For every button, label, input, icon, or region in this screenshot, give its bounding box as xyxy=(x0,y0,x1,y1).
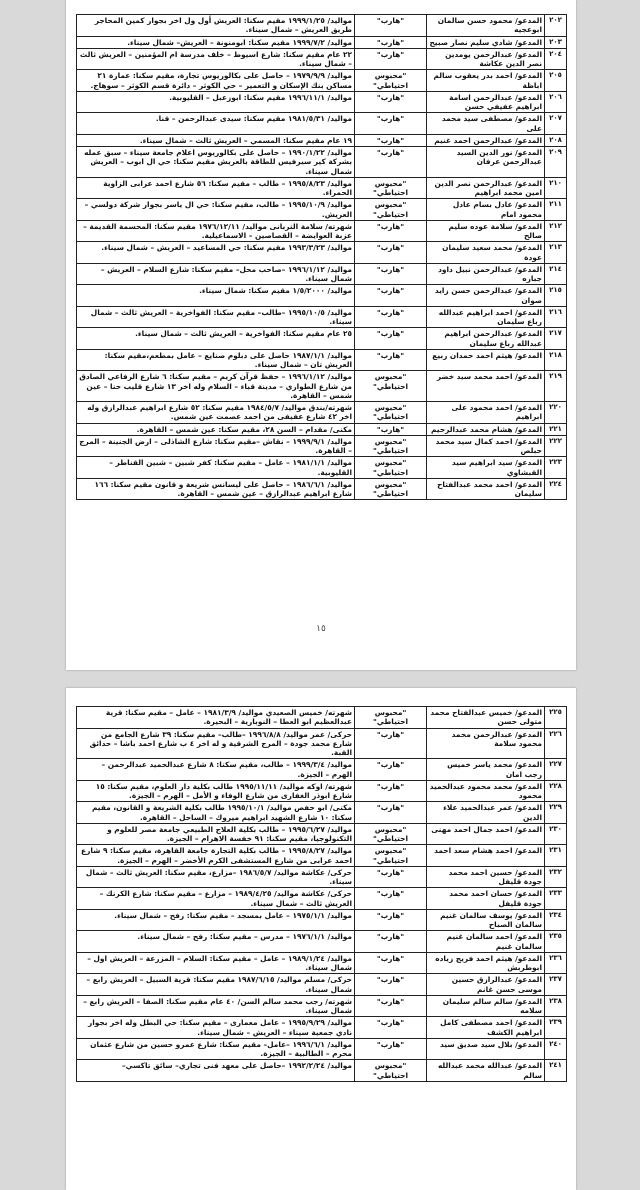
row-number: ٢١٠ xyxy=(545,177,567,199)
table-row xyxy=(77,995,567,1017)
defendant-status: "هارب" xyxy=(355,349,427,371)
defendant-status: "هارب" xyxy=(355,759,427,781)
row-number: ٢٢١ xyxy=(545,423,567,435)
row-number: ٢٢٠ xyxy=(545,402,567,424)
defendant-name: المدعو/ عبدالرحمن يومدين نصر الدين عكاشة xyxy=(427,48,545,70)
defendant-name: المدعو/ عبدالرحمن نصر الدين امين محمد ابراهيم xyxy=(427,177,545,199)
table-row xyxy=(77,36,567,48)
defendant-name: المدعو/ نور الدين السيد عبدالرحمن عرفان xyxy=(427,147,545,178)
defendant-details: مواليد/ ١٩٩٩/٧/٢ مقيم سكنا: ابومنونة – العريش– شمال سيناء. xyxy=(77,36,355,48)
table-row xyxy=(77,1060,567,1082)
row-number: ٢٠٢ xyxy=(545,15,567,37)
table-row xyxy=(77,478,567,500)
defendant-details: مواليد/ ١٩٩٦/١/١٢ –صاحب محل– مقيم سكنا: شارع السلام – العريش – شمال سيناء. xyxy=(77,263,355,285)
row-number: ٢٢٣ xyxy=(545,457,567,479)
defendant-status: "محبوس احتياطي" xyxy=(355,199,427,221)
defendant-name: المدعو/ عبدالله محمد عبدالله سالم xyxy=(427,1060,545,1082)
defendant-details: شهرته/بندق مواليد/ ١٩٨٤/٥/٧ مقيم سكنا: ٥٢ شارع ابراهيم عبدالرازق وله اخر ٤٢ شارع عفيفى من احمد عصمت عين شمس. xyxy=(77,402,355,424)
page-number: ١٥ xyxy=(316,624,326,634)
defendant-status: "هارب" xyxy=(355,780,427,802)
table-row xyxy=(77,780,567,802)
defendant-status: "هارب" xyxy=(355,423,427,435)
defendant-status: "محبوس احتياطي" xyxy=(355,435,427,457)
table-row xyxy=(77,759,567,781)
row-number: ٢٣٢ xyxy=(545,866,567,888)
defendant-name: المدعو/ عبدالرحمن حسن زايد صوان xyxy=(427,285,545,307)
defendant-details: مواليد/ ١٩٨١/١/١ – عامل – مقيم سكنا: كفر شبين – شبين القناطر – القليوبية. xyxy=(77,457,355,479)
defendant-name: المدعو/ احمد محمود على ابراهيم xyxy=(427,402,545,424)
defendant-details: مواليد/ ١/٥/٢٠٠٠ مقيم سكنا: شمال سيناء. xyxy=(77,285,355,307)
table-row xyxy=(77,457,567,479)
defendant-details: شهرته/ اوكه مواليد/ ١٩٩٥/١١/١١ طالب بكلية دار العلوم، مقيم سكنا: ١٥ شارع ابوذر الغفارى من شارع الوفاء و الأمل – الهرم – الجيزة. xyxy=(77,780,355,802)
defendant-details: مواليد/ ١٩٧٩/٩/٩ – حاصل على بكالوريوس تجارة، مقيم سكنا: عمارة ٢١ مساكن بنك الإسكان و التعمير – حي الكوثر – دائرة قسم الكوثر – سوهاج. xyxy=(77,70,355,92)
defendant-name: المدعو/ محمد محمود عبدالحميد محمود xyxy=(427,780,545,802)
table-row xyxy=(77,931,567,953)
defendant-status: "هارب" xyxy=(355,134,427,146)
defendant-name: المدعو/ محمد سعيد سليمان عودة xyxy=(427,242,545,264)
table-row xyxy=(77,909,567,931)
defendants-table-page-2 xyxy=(76,706,567,1082)
row-number: ٢٠٤ xyxy=(545,48,567,70)
table-row xyxy=(77,349,567,371)
defendant-name: المدعو/ شادي سليم نصار صبيح xyxy=(427,36,545,48)
defendant-status: "محبوس احتياطي" xyxy=(355,478,427,500)
defendant-status: "هارب" xyxy=(355,15,427,37)
defendant-details: مواليد/ ١٩٩٣/٣/٢٣ مقيم سكنا: حي المساعيد – العريش – شمال سيناء. xyxy=(77,242,355,264)
defendant-details: مواليد/ ١٩٨٧/١/١ حاصل على دبلوم صنايع – عامل بمطعم،مقيم سكنا: العريش تان – شمال سيناء. xyxy=(77,349,355,371)
defendant-status: "هارب" xyxy=(355,242,427,264)
table-row xyxy=(77,147,567,178)
defendant-name: المدعو/ احمد هشام سعد احمد xyxy=(427,845,545,867)
row-number: ٢٠٣ xyxy=(545,36,567,48)
defendant-details: مواليد/ ١٩٩٩/١/٢٥ مقيم سكنا: العريش أول ول اخر بجوار كمين المحاجر طريق العريش – شمال سيناء. xyxy=(77,15,355,37)
table-row xyxy=(77,113,567,135)
defendant-details: حركى/ مسلم مواليد/ ١٩٨٧/٦/١٥ مقيم سكنا: قرية السبيل – العريش رابع – شمال سيناء. xyxy=(77,974,355,996)
table-row xyxy=(77,15,567,37)
row-number: ٢١٦ xyxy=(545,306,567,328)
defendant-details: مواليد/ ١٩٩٦/٦/١ –عامل– مقيم سكنا: شارع عمرو حسين من شارع عثمان محرم – الطالبية – الجيزة. xyxy=(77,1038,355,1060)
defendant-name: المدعو/ محمد ياسر خميس رجب امان xyxy=(427,759,545,781)
defendant-name: المدعو/ سيد ابراهيم سيد القبشاوي xyxy=(427,457,545,479)
defendant-details: مواليد/ ١٩٧٥/١/١ – عامل بمسجد – مقيم سكنا: رفح – شمال سيناء. xyxy=(77,909,355,931)
defendant-details: مواليد/ ١٩٩٥/٨/٢٧ – طالب بكلية التجارة جامعة القاهرة، مقيم سكنا: ٩ شارع احمد عرابى من شارع المستشفى الكرم الأخضر – الهرم – الجيزة. xyxy=(77,845,355,867)
defendant-name: المدعو/ احمد ابراهيم عبدالله رباع سليمان xyxy=(427,306,545,328)
defendant-name: المدعو/ سلامة عوده سليم صالح xyxy=(427,220,545,242)
defendant-details: مواليد/ ١٩٨٦/٦/١ – حاصل على ليسانس شريعة و قانون مقيم سكنا: ١٦٦ شارع ابراهيم عبدالرازق – عين شمس – القاهرة. xyxy=(77,478,355,500)
row-number: ٢٠٧ xyxy=(545,113,567,135)
row-number: ٢١٨ xyxy=(545,349,567,371)
row-number: ٢٢٦ xyxy=(545,728,567,759)
table-row xyxy=(77,845,567,867)
row-number: ٢٢٧ xyxy=(545,759,567,781)
table-row xyxy=(77,263,567,285)
row-number: ٢١١ xyxy=(545,199,567,221)
table-row xyxy=(77,423,567,435)
table-row xyxy=(77,802,567,824)
defendant-name: المدعو/ مصطفى سيد محمد على xyxy=(427,113,545,135)
row-number: ٢٣٤ xyxy=(545,909,567,931)
table-row xyxy=(77,728,567,759)
defendant-status: "هارب" xyxy=(355,995,427,1017)
defendant-status: "محبوس احتياطي" xyxy=(355,1060,427,1082)
defendant-name: المدعو/ احمد كمال سيد محمد حبلص xyxy=(427,435,545,457)
defendant-status: "هارب" xyxy=(355,263,427,285)
defendant-name: المدعو/ احمد مصطفى كامل ابراهيم الكشف xyxy=(427,1017,545,1039)
defendant-name: المدعو/ حسين احمد محمد جودة قليفل xyxy=(427,866,545,888)
row-number: ٢١٤ xyxy=(545,263,567,285)
defendant-status: "هارب" xyxy=(355,888,427,910)
document-page-2 xyxy=(66,688,576,1190)
defendant-details: مواليد/ ١٩٩٩/٣/٤ – طالب، مقيم سكنا: ٨ شارع عبدالحميد عبدالرحمن – الهرم – الجيزة. xyxy=(77,759,355,781)
defendant-details: مكنى/ ابو حفص مواليد/ ١٩٩٥/١٠/١ طالب بكلية الشريعة و القانون، مقيم سكنا: ١٠ شارع الشهيد ابراهيم ميروك – الساحل – القاهرة. xyxy=(77,802,355,824)
defendant-status: "هارب" xyxy=(355,1038,427,1060)
defendant-status: "هارب" xyxy=(355,328,427,350)
defendant-name: المدعو/ عمر عبدالحميد علاء الدين xyxy=(427,802,545,824)
defendant-details: حركى/ عكاشة مواليد/ ١٩٨٦/٥/٧ –مزارع، مقيم سكنا: العريش ثالث – شمال سيناء. xyxy=(77,866,355,888)
row-number: ٢٣١ xyxy=(545,845,567,867)
defendant-details: مواليد/ ١٩٩٥/١٠/٩ – طالب، مقيم سكنا: حي ال ياسر بجوار شركة دولسي – العريش. xyxy=(77,199,355,221)
defendant-name: المدعو/ احمد محمد عبدالفتاح سليمان xyxy=(427,478,545,500)
row-number: ٢٣٥ xyxy=(545,931,567,953)
table-row xyxy=(77,952,567,974)
table-row xyxy=(77,371,567,402)
defendant-name: المدعو/ عبدالرحمن نبيل داود جباره xyxy=(427,263,545,285)
defendant-name: المدعو/ يوسف سالمان غنيم سالمان الصباح xyxy=(427,909,545,931)
row-number: ٢٠٥ xyxy=(545,70,567,92)
defendant-name: المدعو/ عبدالرحمن ابراهيم عبدالله رباع سليمان xyxy=(427,328,545,350)
row-number: ٢٢٩ xyxy=(545,802,567,824)
table-row xyxy=(77,70,567,92)
table-row xyxy=(77,1017,567,1039)
table-row xyxy=(77,134,567,146)
defendant-details: مواليد/ ١٩٩٦/١١/١ مقيم سكنا: ابوزعبل – القليوبية. xyxy=(77,91,355,113)
defendant-details: ١٩ عام مقيم سكنا: المسمي – العريش ثالث – شمال سيناء. xyxy=(77,134,355,146)
defendant-status: "هارب" xyxy=(355,728,427,759)
row-number: ٢٢٢ xyxy=(545,435,567,457)
table-row xyxy=(77,402,567,424)
defendant-details: حركى/ عكاشة مواليد/ ١٩٨٩/٤/٢٥ – مزارع – مقيم سكنا: شارع الكرنك – العريش ثالث – شمال سيناء. xyxy=(77,888,355,910)
defendant-status: "هارب" xyxy=(355,974,427,996)
table-row xyxy=(77,48,567,70)
row-number: ٢٠٩ xyxy=(545,147,567,178)
defendant-details: ٢٥ عام مقيم سكنا: الفواخرية – العريش ثالث – شمال سيناء. xyxy=(77,328,355,350)
defendant-name: المدعو/ بلال سيد صديق سيد xyxy=(427,1038,545,1060)
defendant-name: المدعو/ هيثم احمد حمدان ربيع xyxy=(427,349,545,371)
defendant-details: مواليد/ ١٩٩٥/٨/٢٣ – طالب – مقيم سكنا: ٥٦ شارع احمد عرابى الزاوية الحمراء. xyxy=(77,177,355,199)
defendant-status: "محبوس احتياطي" xyxy=(355,177,427,199)
defendant-status: "هارب" xyxy=(355,952,427,974)
defendant-details: مواليد/ ١٩٩٥/١٠/٥ –طالب– مقيم سكنا: الفواخرية – العريش ثالث – شمال سيناء. xyxy=(77,306,355,328)
defendant-status: "هارب" xyxy=(355,220,427,242)
table-row xyxy=(77,328,567,350)
row-number: ٢١٢ xyxy=(545,220,567,242)
table-row xyxy=(77,177,567,199)
table-row xyxy=(77,866,567,888)
defendant-details: مواليد/ ١٩٧٦/١/١ – مدرس – مقيم سكنا: رفح – شمال سيناء. xyxy=(77,931,355,953)
defendant-details: شهرته/ سلامة التربانى مواليد/ ١٩٧٦/١٢/١١ مقيم سكنا: المحسمة القديمة – عزبة العوايضة – القصاصين – الاسماعيلية. xyxy=(77,220,355,242)
row-number: ٢٣٩ xyxy=(545,1017,567,1039)
defendant-name: المدعو/ عبدالرحمن محمد محمود سلامة xyxy=(427,728,545,759)
table-row xyxy=(77,285,567,307)
table-row xyxy=(77,306,567,328)
defendant-status: "هارب" xyxy=(355,306,427,328)
defendant-name: المدعو/ هيثم احمد فريج زياده ابوطربش xyxy=(427,952,545,974)
table-row xyxy=(77,974,567,996)
defendant-details: حركى/ عمر مواليد/ ١٩٩٦/٨/٨ –طالب– مقيم سكنا: ٣٩ شارع الجامع من شارع محمد جودة – المرج الشرقية و له اخر ٤ ب شارع احمد باشا – حدائق القبة. xyxy=(77,728,355,759)
row-number: ٢٢٤ xyxy=(545,478,567,500)
defendant-name: المدعو/ محمود حسن سالمان ابوعجيه xyxy=(427,15,545,37)
defendant-status: "هارب" xyxy=(355,36,427,48)
defendant-details: شهرته/ خميس الصعيدي مواليد/ ١٩٨١/٣/٩ – عامل – مقيم سكنا: قرية عبدالعظيم ابو العطا – النوبارية – البحيرة. xyxy=(77,707,355,729)
defendant-name: المدعو/ احمد محمد سيد خضر xyxy=(427,371,545,402)
defendant-status: "هارب" xyxy=(355,113,427,135)
defendant-status: "محبوس احتياطي" xyxy=(355,707,427,729)
row-number: ٢٣٦ xyxy=(545,952,567,974)
defendant-status: "محبوس احتياطي" xyxy=(355,823,427,845)
defendant-details: مواليد/ ١٩٨١/٥/٣١ مقيم سكنا: سيدى عبدالرحمن – قنا. xyxy=(77,113,355,135)
defendant-details: مواليد/ ١٩٩٥/٩/٢٩ – عامل معمارى – مقيم سكنا: حي البطل وله اخر بجوار نادي جمعية سيناء – العريش – شمال سيناء. xyxy=(77,1017,355,1039)
row-number: ٢٢٥ xyxy=(545,707,567,729)
defendant-status: "هارب" xyxy=(355,48,427,70)
row-number: ٢٠٨ xyxy=(545,134,567,146)
defendant-details: شهرته/ رجب محمد سالم السن/ ٤٠ عام مقيم سكنا: الصفا – العريش رابع – شمال سيناء. xyxy=(77,995,355,1017)
document-page-1 xyxy=(66,0,576,670)
row-number: ٢٣٧ xyxy=(545,974,567,996)
defendant-name: المدعو/ خميس عبدالفتاح محمد متولى حسن xyxy=(427,707,545,729)
defendant-name: المدعو/ عبدالرحمن احمد غنيم xyxy=(427,134,545,146)
row-number: ٢١٣ xyxy=(545,242,567,264)
defendant-details: مواليد/ ١٩٩٢/٢/٢٤ –حاصل على معهد فنى تجاري– سائق تاكسي– xyxy=(77,1060,355,1082)
defendant-status: "محبوس احتياطي" xyxy=(355,845,427,867)
defendant-status: "هارب" xyxy=(355,866,427,888)
table-row xyxy=(77,242,567,264)
table-row xyxy=(77,220,567,242)
defendant-name: المدعو/ عادل بسام عادل محمود امام xyxy=(427,199,545,221)
row-number: ٢٣٣ xyxy=(545,888,567,910)
row-number: ٢١٥ xyxy=(545,285,567,307)
row-number: ٢٤١ xyxy=(545,1060,567,1082)
defendant-details: مكنى/ مقدام – السن ٢٨، مقيم سكنا: عين شمس – القاهرة. xyxy=(77,423,355,435)
row-number: ٢١٧ xyxy=(545,328,567,350)
row-number: ٢١٩ xyxy=(545,371,567,402)
defendant-status: "هارب" xyxy=(355,931,427,953)
defendant-status: "هارب" xyxy=(355,285,427,307)
defendant-name: المدعو/ عبدالرحمن اسامة ابراهيم عفيفي حسن xyxy=(427,91,545,113)
defendant-status: "هارب" xyxy=(355,1017,427,1039)
table-row xyxy=(77,1038,567,1060)
defendant-name: المدعو/ احمد بدر يعقوب سالم اباظة xyxy=(427,70,545,92)
defendant-status: "هارب" xyxy=(355,147,427,178)
defendant-details: مواليد/ ١٩٨٩/١/٢٤ – عامل – مقيم سكنا: السلام – المزرعة – العريش اول – شمال سيناء. xyxy=(77,952,355,974)
defendant-status: "هارب" xyxy=(355,802,427,824)
defendant-details: مواليد/ ١٩٩٠/١/٢٢ – حاصل على بكالوريوس اعلام جامعة سيناء – سبق عمله بشركة كير سيرفيس للطاقة بالعريش مقيم سكنا: حي ال ابوب – العريش شمال سيناء. xyxy=(77,147,355,178)
defendants-table-page-1 xyxy=(76,14,567,500)
row-number: ٢٣٠ xyxy=(545,823,567,845)
defendant-name: المدعو/ احمد سالمان غنيم سالمان غنيم xyxy=(427,931,545,953)
defendant-name: المدعو/ عبدالرازق حسين موسى حسن غانم xyxy=(427,974,545,996)
table-row xyxy=(77,707,567,729)
defendant-status: "هارب" xyxy=(355,91,427,113)
defendant-status: "محبوس احتياطي" xyxy=(355,371,427,402)
defendant-status: "محبوس احتياطي" xyxy=(355,402,427,424)
defendant-details: مواليد/ ١٩٩٥/٦/٢٧ – طالب بكلية العلاج الطبيعي جامعة مصر للعلوم و التكنولوجيا، مقيم سكنا: ٩١ خفسة الاهرام – الجيزة. xyxy=(77,823,355,845)
table-row xyxy=(77,435,567,457)
row-number: ٢٣٨ xyxy=(545,995,567,1017)
defendant-status: "محبوس احتياطي" xyxy=(355,457,427,479)
row-number: ٢٤٠ xyxy=(545,1038,567,1060)
defendant-details: مواليد/ ١٩٩٩/٩/١ – نقاش –مقيم سكنا: شارع الشاذلى – ارض الجنينة – المرج – القاهرة. xyxy=(77,435,355,457)
defendant-status: "هارب" xyxy=(355,909,427,931)
defendant-details: ٢٢ عام مقيم سكنا: شارع اسيوط – خلف مدرسة ام المؤمنين – العريش ثالث – شمال سيناء. xyxy=(77,48,355,70)
table-row xyxy=(77,888,567,910)
defendant-name: المدعو/ حسان احمد محمد جودة قليفل xyxy=(427,888,545,910)
row-number: ٢٠٦ xyxy=(545,91,567,113)
row-number: ٢٢٨ xyxy=(545,780,567,802)
defendant-status: "محبوس احتياطي" xyxy=(355,70,427,92)
defendant-name: المدعو/ احمد جمال احمد مهنى xyxy=(427,823,545,845)
table-row xyxy=(77,199,567,221)
defendant-name: المدعو/ هشام محمد عبدالرحيم xyxy=(427,423,545,435)
table-row xyxy=(77,823,567,845)
defendant-name: المدعو/ سالم سالم سليمان سلامه xyxy=(427,995,545,1017)
table-row xyxy=(77,91,567,113)
defendant-details: مواليد/ ١٩٩٦/١/١٢ – حفظ قرآن كريم – مقيم سكنا: ٦ شارع الرفاعي الصادق من شارع الطواري – مدينة قباء – السلام وله اخر ١٣ شارع قليب حنا – عين شمس – القاهرة. xyxy=(77,371,355,402)
